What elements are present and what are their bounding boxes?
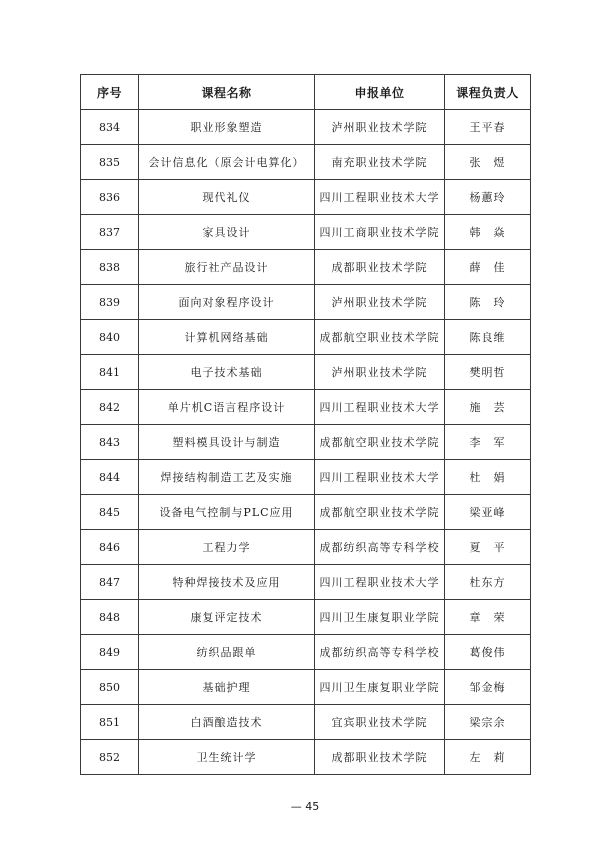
course-table bbox=[80, 74, 531, 775]
table-row bbox=[81, 320, 531, 355]
cell-course-name: 会计信息化（原会计电算化） bbox=[139, 145, 315, 180]
cell-course-leader: 韩 焱 bbox=[445, 215, 531, 250]
table-header-row bbox=[81, 75, 531, 110]
cell-course-name: 设备电气控制与PLC应用 bbox=[139, 495, 315, 530]
cell-serial-number: 838 bbox=[81, 250, 139, 285]
cell-course-leader: 王平春 bbox=[445, 110, 531, 145]
table-row bbox=[81, 215, 531, 250]
cell-applying-institution: 四川工程职业技术大学 bbox=[315, 180, 445, 215]
cell-serial-number: 845 bbox=[81, 495, 139, 530]
cell-course-leader: 杨蕙玲 bbox=[445, 180, 531, 215]
cell-applying-institution: 宜宾职业技术学院 bbox=[315, 705, 445, 740]
cell-serial-number: 843 bbox=[81, 425, 139, 460]
table-row bbox=[81, 495, 531, 530]
cell-course-leader: 李 军 bbox=[445, 425, 531, 460]
table-body bbox=[81, 110, 531, 775]
table-row bbox=[81, 355, 531, 390]
table-row bbox=[81, 180, 531, 215]
cell-course-name: 家具设计 bbox=[139, 215, 315, 250]
cell-course-name: 职业形象塑造 bbox=[139, 110, 315, 145]
cell-course-leader: 陈良维 bbox=[445, 320, 531, 355]
table-row bbox=[81, 110, 531, 145]
cell-course-name: 塑料模具设计与制造 bbox=[139, 425, 315, 460]
table-row bbox=[81, 390, 531, 425]
cell-course-name: 特种焊接技术及应用 bbox=[139, 565, 315, 600]
cell-course-name: 单片机C语言程序设计 bbox=[139, 390, 315, 425]
cell-applying-institution: 成都纺织高等专科学校 bbox=[315, 530, 445, 565]
cell-serial-number: 834 bbox=[81, 110, 139, 145]
cell-course-leader: 梁亚峰 bbox=[445, 495, 531, 530]
cell-applying-institution: 四川工程职业技术大学 bbox=[315, 390, 445, 425]
cell-course-name: 卫生统计学 bbox=[139, 740, 315, 775]
cell-course-name: 现代礼仪 bbox=[139, 180, 315, 215]
cell-serial-number: 852 bbox=[81, 740, 139, 775]
cell-serial-number: 850 bbox=[81, 670, 139, 705]
header-applying-institution: 申报单位 bbox=[315, 75, 445, 110]
cell-serial-number: 841 bbox=[81, 355, 139, 390]
cell-course-name: 面向对象程序设计 bbox=[139, 285, 315, 320]
table-row bbox=[81, 740, 531, 775]
cell-serial-number: 842 bbox=[81, 390, 139, 425]
cell-applying-institution: 成都纺织高等专科学校 bbox=[315, 635, 445, 670]
table-row bbox=[81, 705, 531, 740]
cell-serial-number: 840 bbox=[81, 320, 139, 355]
table-row bbox=[81, 250, 531, 285]
table-row bbox=[81, 600, 531, 635]
cell-serial-number: 847 bbox=[81, 565, 139, 600]
cell-serial-number: 835 bbox=[81, 145, 139, 180]
cell-course-name: 工程力学 bbox=[139, 530, 315, 565]
cell-course-name: 电子技术基础 bbox=[139, 355, 315, 390]
page-number: — 45 bbox=[290, 800, 320, 813]
table-row bbox=[81, 635, 531, 670]
cell-course-leader: 杜 娟 bbox=[445, 460, 531, 495]
cell-applying-institution: 四川卫生康复职业学院 bbox=[315, 670, 445, 705]
cell-applying-institution: 四川工商职业技术学院 bbox=[315, 215, 445, 250]
cell-course-leader: 夏 平 bbox=[445, 530, 531, 565]
cell-course-leader: 葛俊伟 bbox=[445, 635, 531, 670]
cell-course-name: 白酒酿造技术 bbox=[139, 705, 315, 740]
cell-applying-institution: 四川工程职业技术大学 bbox=[315, 460, 445, 495]
cell-course-leader: 薛 佳 bbox=[445, 250, 531, 285]
cell-course-leader: 章 荣 bbox=[445, 600, 531, 635]
cell-serial-number: 836 bbox=[81, 180, 139, 215]
cell-applying-institution: 南充职业技术学院 bbox=[315, 145, 445, 180]
header-course-leader: 课程负责人 bbox=[445, 75, 531, 110]
table-row bbox=[81, 460, 531, 495]
cell-course-name: 计算机网络基础 bbox=[139, 320, 315, 355]
cell-course-leader: 樊明哲 bbox=[445, 355, 531, 390]
table-row bbox=[81, 425, 531, 460]
cell-course-leader: 左 莉 bbox=[445, 740, 531, 775]
cell-applying-institution: 泸州职业技术学院 bbox=[315, 355, 445, 390]
table-row bbox=[81, 145, 531, 180]
cell-course-leader: 施 芸 bbox=[445, 390, 531, 425]
cell-course-name: 基础护理 bbox=[139, 670, 315, 705]
cell-course-name: 康复评定技术 bbox=[139, 600, 315, 635]
header-serial-number: 序号 bbox=[81, 75, 139, 110]
cell-applying-institution: 成都航空职业技术学院 bbox=[315, 425, 445, 460]
cell-serial-number: 848 bbox=[81, 600, 139, 635]
cell-applying-institution: 成都职业技术学院 bbox=[315, 250, 445, 285]
cell-course-leader: 张 煜 bbox=[445, 145, 531, 180]
cell-course-name: 纺织品跟单 bbox=[139, 635, 315, 670]
cell-serial-number: 849 bbox=[81, 635, 139, 670]
cell-course-leader: 陈 玲 bbox=[445, 285, 531, 320]
cell-applying-institution: 四川卫生康复职业学院 bbox=[315, 600, 445, 635]
cell-course-name: 焊接结构制造工艺及实施 bbox=[139, 460, 315, 495]
cell-course-name: 旅行社产品设计 bbox=[139, 250, 315, 285]
table-row bbox=[81, 565, 531, 600]
cell-serial-number: 846 bbox=[81, 530, 139, 565]
cell-serial-number: 851 bbox=[81, 705, 139, 740]
table-row bbox=[81, 285, 531, 320]
table-row bbox=[81, 670, 531, 705]
header-course-name: 课程名称 bbox=[139, 75, 315, 110]
cell-serial-number: 844 bbox=[81, 460, 139, 495]
cell-applying-institution: 成都职业技术学院 bbox=[315, 740, 445, 775]
cell-applying-institution: 泸州职业技术学院 bbox=[315, 285, 445, 320]
cell-serial-number: 837 bbox=[81, 215, 139, 250]
cell-course-leader: 杜东方 bbox=[445, 565, 531, 600]
table-row bbox=[81, 530, 531, 565]
cell-applying-institution: 四川工程职业技术大学 bbox=[315, 565, 445, 600]
cell-applying-institution: 成都航空职业技术学院 bbox=[315, 495, 445, 530]
cell-applying-institution: 泸州职业技术学院 bbox=[315, 110, 445, 145]
cell-serial-number: 839 bbox=[81, 285, 139, 320]
cell-course-leader: 邹金梅 bbox=[445, 670, 531, 705]
cell-applying-institution: 成都航空职业技术学院 bbox=[315, 320, 445, 355]
cell-course-leader: 梁宗余 bbox=[445, 705, 531, 740]
